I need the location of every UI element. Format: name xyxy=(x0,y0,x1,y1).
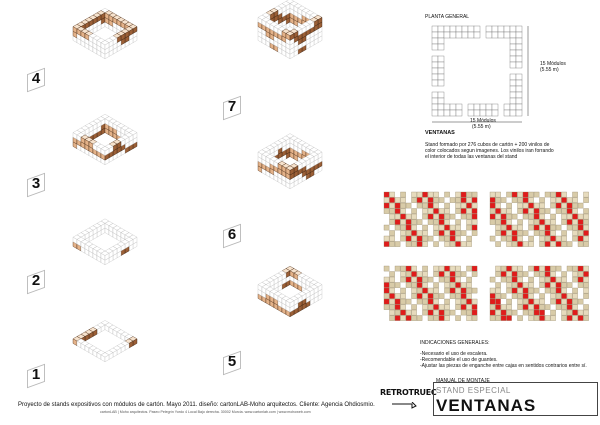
plan-drawing xyxy=(428,22,538,130)
ventanas-line: Stand formado por 276 cubos de cartón + 200 vinilos de xyxy=(425,142,550,148)
ventanas-heading: VENTANAS xyxy=(425,130,455,136)
plan-dimension-right-sub: (5.55 m) xyxy=(540,67,559,73)
assembly-step-3 xyxy=(73,114,137,165)
manual-label: MANUAL DE MONTAJE xyxy=(436,378,490,384)
assembly-step-5 xyxy=(258,266,322,317)
footer-project-text: Proyecto de stands expositivos con módulos de cartón. Mayo 2011. diseño: cartonLAB-Moho arquitectos. Cliente: Agencia Ohdiosmio. xyxy=(18,402,375,408)
render-view-3 xyxy=(384,266,477,321)
step-number-2: 2 xyxy=(28,272,44,290)
assembly-step-6 xyxy=(258,134,322,189)
ventanas-line: el interior de todas las ventanas del stand xyxy=(425,154,518,161)
assembly-step-1 xyxy=(73,320,137,361)
solid-cube xyxy=(286,31,294,40)
render-view-2 xyxy=(490,192,589,247)
logo-text: RETROTRUEC xyxy=(380,388,437,397)
plan-title: PLANTA GENERAL xyxy=(425,14,470,20)
plan-dimension-right: 15 Módulos xyxy=(540,61,566,67)
stand-renders xyxy=(380,180,595,330)
step-number-6: 6 xyxy=(224,226,240,244)
ventanas-line: color colocados segun imagenes. Los vinilos iran forrando xyxy=(425,148,554,155)
render-view-1 xyxy=(384,192,477,247)
stand-name: VENTANAS xyxy=(436,396,537,415)
solid-cube xyxy=(286,166,294,175)
plan-dimension-bottom: 15 Módulos xyxy=(470,118,496,124)
step-number-1: 1 xyxy=(28,366,44,384)
assembly-step-7 xyxy=(258,0,322,59)
indicaciones-heading: INDICACIONES GENERALES: xyxy=(420,340,490,346)
footer-credits: cartonLAB | Moho arquitectos. Paseo Pelegrín Yordo 4 Local Bajo derecha. 30002 Murcia. www.cartonlab.com | www.mohoweb.com xyxy=(100,410,311,414)
render-view-4 xyxy=(490,266,589,321)
indicaciones-item: -Ajustar las piezas de enganche entre cajas en sentidos contrarios entre sí. xyxy=(420,363,587,370)
stand-label: STAND ESPECIAL xyxy=(436,386,511,395)
indicaciones-item: -Recomendable el uso de guantes. xyxy=(420,357,498,364)
step-number-5: 5 xyxy=(224,353,240,371)
assembly-step-4 xyxy=(73,8,137,59)
indicaciones-box xyxy=(420,340,596,374)
step-number-4: 4 xyxy=(28,70,44,88)
logo-arrow-icon xyxy=(390,402,420,410)
plan-grid xyxy=(432,26,528,122)
indicaciones-item: -Necesario el uso de escalera. xyxy=(420,351,488,357)
step-number-3: 3 xyxy=(28,175,44,193)
assembly-step-2 xyxy=(73,219,137,265)
step-number-7: 7 xyxy=(224,98,240,116)
retrotruec-logo xyxy=(380,388,437,408)
ventanas-description xyxy=(425,142,595,161)
plan-dimension-bottom-sub: (5.55 m) xyxy=(472,124,491,130)
